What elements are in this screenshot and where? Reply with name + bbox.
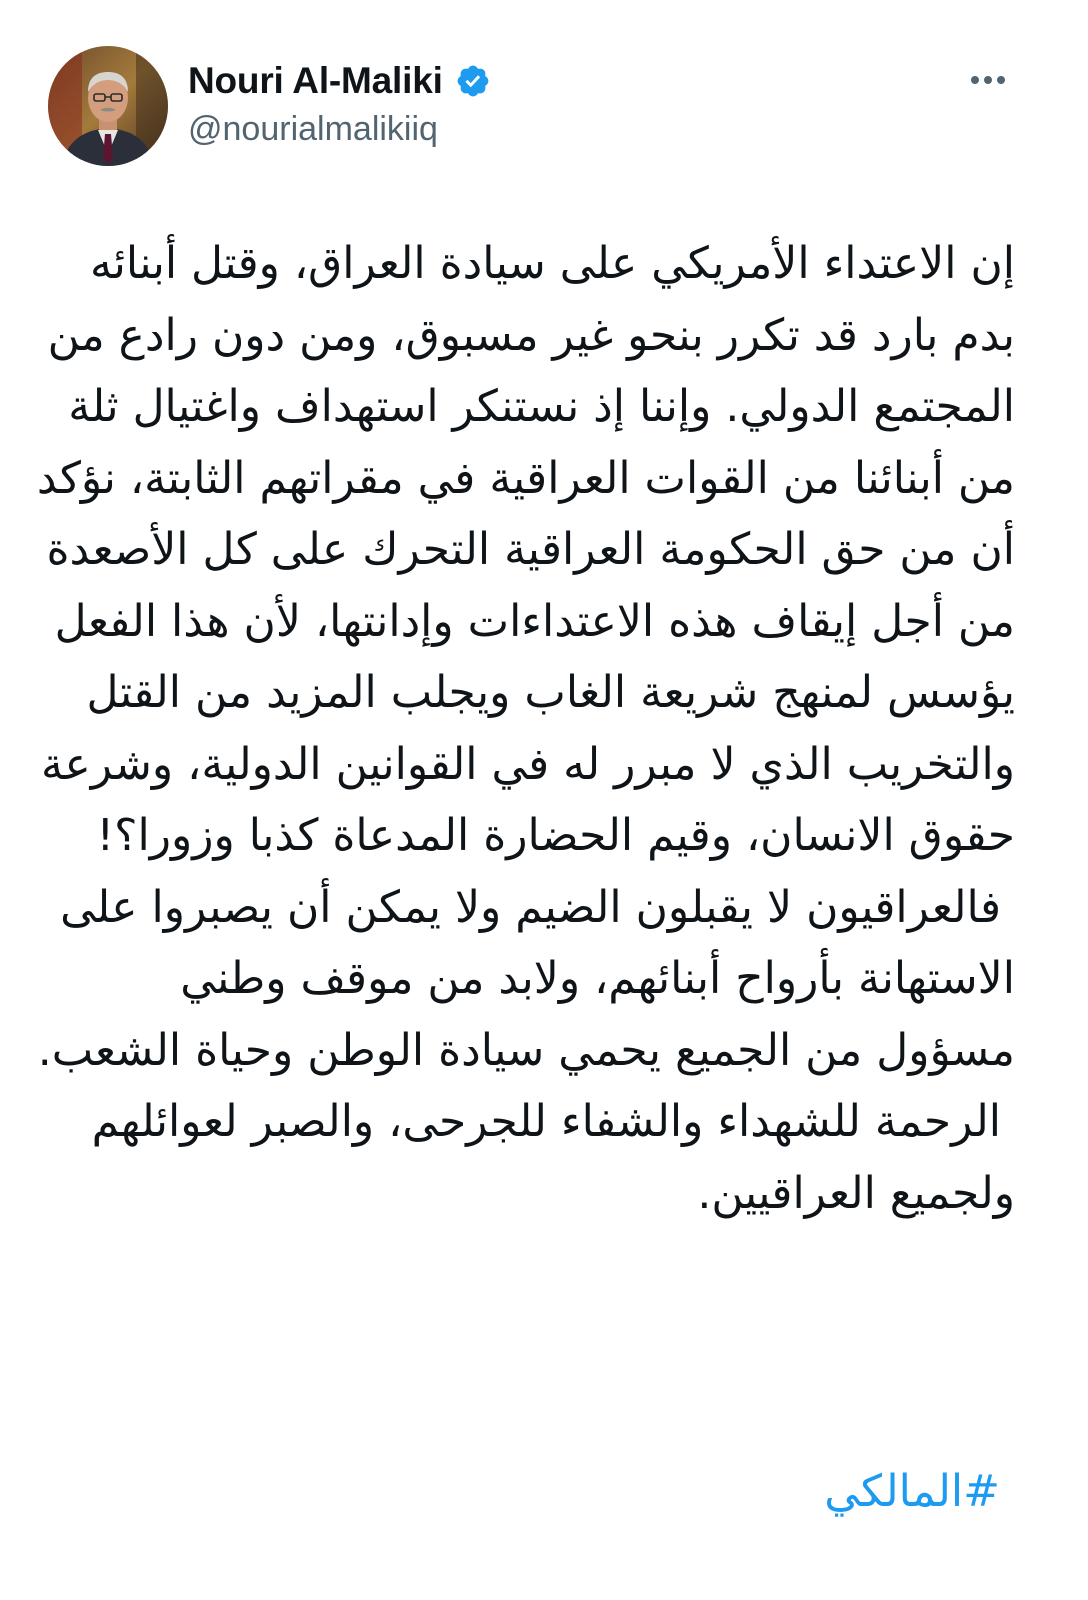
verified-badge-icon bbox=[455, 63, 491, 99]
hashtag-link[interactable]: #المالكي bbox=[824, 1466, 1000, 1517]
author-display-name[interactable]: Nouri Al-Maliki bbox=[188, 60, 443, 101]
tweet-text bbox=[22, 228, 1015, 1229]
tweet-paragraph: إن الاعتداء الأمريكي على سيادة العراق، وقتل أبنائه بدم بارد قد تكرر بنحو غير مسبوق، ومن دون رادع من المجتمع الدولي. وإننا إذ نستنكر استهداف واغتيال ثلة من أبنائنا من القوات العراقية في مقراتهم الثابتة، نؤكد أن من حق الحكومة العراقية التحرك على كل الأصعدة من أجل إيقاف هذه الاعتداءات وإدانتها، لأن هذا الفعل يؤسس لمنهج شريعة الغاب ويجلب المزيد من القتل والتخريب الذي لا مبرر له في القوانين الدولية، وشرعة حقوق الانسان، وقيم الحضارة المدعاة كذبا وزورا؟! bbox=[22, 238, 1015, 861]
author-name-row[interactable] bbox=[188, 56, 491, 106]
tweet-paragraph: الرحمة للشهداء والشفاء للجرحى، والصبر لعوائلهم ولجميع العراقيين. bbox=[77, 1096, 1015, 1219]
avatar[interactable] bbox=[48, 46, 168, 166]
user-portrait-icon bbox=[48, 46, 168, 166]
tweet-paragraph: فالعراقيون لا يقبلون الضيم ولا يمكن أن يصبروا على الاستهانة بأرواح أبنائهم، ولابد من موقف وطني مسؤول من الجميع يحمي سيادة الوطن وحياة الشعب. bbox=[37, 881, 1015, 1076]
author-handle[interactable]: @nourialmalikiiq bbox=[188, 110, 438, 148]
tweet-header bbox=[48, 46, 1040, 166]
more-options-icon bbox=[970, 75, 1006, 85]
more-options-button[interactable] bbox=[966, 60, 1010, 100]
